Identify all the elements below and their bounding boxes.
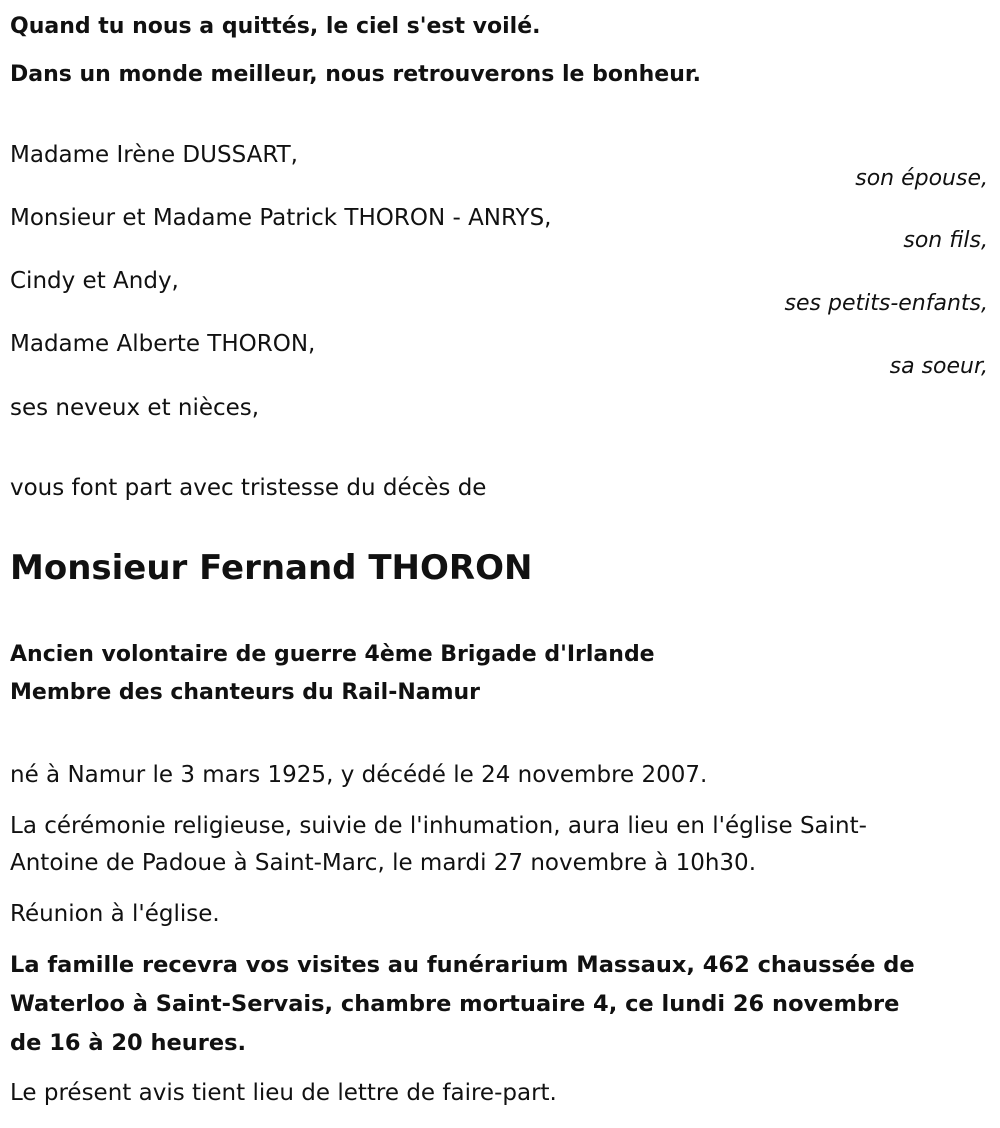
epigraph-line-2: Dans un monde meilleur, nous retrouverons le bonheur. <box>10 62 701 87</box>
family-member-name: Madame Alberte THORON, <box>10 331 316 357</box>
family-member-name: Cindy et Andy, <box>10 268 179 294</box>
family-member-relation: son épouse, <box>855 166 988 191</box>
title-line: Ancien volontaire de guerre 4ème Brigade d'Irlande <box>10 642 655 667</box>
deceased-name: Monsieur Fernand THORON <box>10 548 533 588</box>
ceremony-line: Antoine de Padoue à Saint-Marc, le mardi 27 novembre à 10h30. <box>10 850 757 876</box>
epigraph-line-1: Quand tu nous a quittés, le ciel s'est voilé. <box>10 14 541 39</box>
announcement: vous font part avec tristesse du décès de <box>10 475 487 501</box>
family-member-name: ses neveux et nièces, <box>10 395 260 421</box>
family-member-name: Monsieur et Madame Patrick THORON - ANRYS, <box>10 205 552 231</box>
family-member-name: Madame Irène DUSSART, <box>10 142 298 168</box>
ceremony-line: La cérémonie religieuse, suivie de l'inhumation, aura lieu en l'église Saint- <box>10 813 867 839</box>
birth-death: né à Namur le 3 mars 1925, y décédé le 24 novembre 2007. <box>10 762 708 788</box>
visits-line: de 16 à 20 heures. <box>10 1030 247 1056</box>
title-line: Membre des chanteurs du Rail-Namur <box>10 680 481 705</box>
visits-line: La famille recevra vos visites au funérarium Massaux, 462 chaussée de <box>10 952 915 978</box>
family-member-relation: sa soeur, <box>889 354 988 379</box>
visits-line: Waterloo à Saint-Servais, chambre mortuaire 4, ce lundi 26 novembre <box>10 991 900 1017</box>
family-member-relation: son fils, <box>903 228 988 253</box>
closing: Le présent avis tient lieu de lettre de faire-part. <box>10 1080 557 1106</box>
meeting: Réunion à l'église. <box>10 901 220 927</box>
family-member-relation: ses petits-enfants, <box>784 291 988 316</box>
